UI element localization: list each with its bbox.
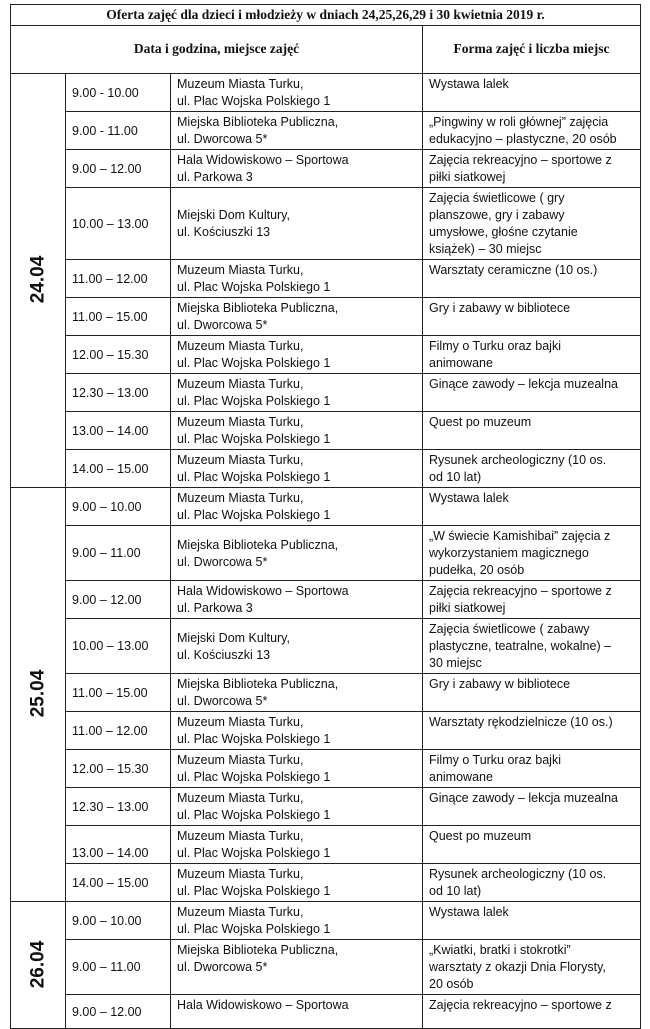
place-line: ul. Kościuszki 13 [177, 225, 271, 239]
time-cell: 9.00 – 12.00 [66, 581, 171, 619]
form-line: Zajęcia rekreacyjno – sportowe z [429, 584, 612, 598]
form-cell [423, 902, 641, 940]
table-row [11, 940, 641, 995]
form-line: Ginące zawody – lekcja muzealna [429, 791, 618, 805]
time-cell: 9.00 – 12.00 [66, 150, 171, 188]
table-row [11, 526, 641, 581]
table-row [11, 450, 641, 488]
place-line: ul. Plac Wojska Polskiego 1 [177, 884, 331, 898]
form-line: Gry i zabawy w bibliotece [429, 677, 571, 691]
place-line: ul. Plac Wojska Polskiego 1 [177, 808, 331, 822]
table-row [11, 995, 641, 1029]
form-line: planszowe, gry i zabawy [429, 208, 565, 222]
place-cell [171, 188, 423, 260]
place-line: ul. Plac Wojska Polskiego 1 [177, 508, 331, 522]
form-line: Zajęcia rekreacyjno – sportowe z [429, 153, 612, 167]
form-cell [423, 788, 641, 826]
form-cell [423, 412, 641, 450]
place-cell [171, 488, 423, 526]
table-row [11, 74, 641, 112]
form-line: warsztaty z okazji Dnia Florysty, [429, 960, 606, 974]
place-cell [171, 750, 423, 788]
time-cell: 9.00 - 10.00 [66, 74, 171, 112]
place-line: Muzeum Miasta Turku, [177, 829, 304, 843]
place-cell [171, 412, 423, 450]
form-line: animowane [429, 770, 493, 784]
place-line: Miejska Biblioteka Publiczna, [177, 943, 339, 957]
header-date-place: Data i godzina, miejsce zajęć [11, 26, 423, 74]
form-line: umysłowe, głośne czytanie [429, 225, 578, 239]
form-line: Zajęcia rekreacyjno – sportowe z [429, 998, 612, 1012]
place-line: Miejska Biblioteka Publiczna, [177, 301, 339, 315]
table-row [11, 188, 641, 260]
time-cell: 9.00 – 11.00 [66, 526, 171, 581]
time-cell: 9.00 – 10.00 [66, 488, 171, 526]
place-line: ul. Plac Wojska Polskiego 1 [177, 922, 331, 936]
form-line: Zajęcia świetlicowe ( gry [429, 191, 565, 205]
place-line: ul. Plac Wojska Polskiego 1 [177, 770, 331, 784]
time-cell: 11.00 – 15.00 [66, 674, 171, 712]
place-line: Muzeum Miasta Turku, [177, 339, 304, 353]
schedule-sheet [10, 4, 640, 1019]
form-line: pudełka, 20 osób [429, 563, 525, 577]
place-cell [171, 336, 423, 374]
form-cell [423, 826, 641, 864]
form-cell [423, 298, 641, 336]
table-row [11, 750, 641, 788]
place-line: Muzeum Miasta Turku, [177, 377, 304, 391]
place-cell [171, 940, 423, 995]
table-row [11, 298, 641, 336]
place-line: ul. Dworcowa 5* [177, 318, 268, 332]
place-line: Hala Widowiskowo – Sportowa [177, 998, 349, 1012]
form-cell [423, 674, 641, 712]
form-cell [423, 450, 641, 488]
form-cell [423, 112, 641, 150]
place-line: ul. Dworcowa 5* [177, 132, 268, 146]
place-line: Miejska Biblioteka Publiczna, [177, 677, 339, 691]
place-line: Muzeum Miasta Turku, [177, 77, 304, 91]
place-line: ul. Plac Wojska Polskiego 1 [177, 356, 331, 370]
place-line: Muzeum Miasta Turku, [177, 491, 304, 505]
form-line: „Kwiatki, bratki i stokrotki” [429, 943, 571, 957]
form-cell [423, 940, 641, 995]
place-line: ul. Plac Wojska Polskiego 1 [177, 432, 331, 446]
place-line: Muzeum Miasta Turku, [177, 715, 304, 729]
time-cell: 9.00 – 12.00 [66, 995, 171, 1029]
time-cell: 9.00 – 11.00 [66, 940, 171, 995]
form-line: edukacyjno – plastyczne, 20 osób [429, 132, 617, 146]
form-cell [423, 488, 641, 526]
place-line: Hala Widowiskowo – Sportowa [177, 584, 349, 598]
form-line: Quest po muzeum [429, 415, 532, 429]
form-line: Wystawa lalek [429, 77, 509, 91]
place-line: Muzeum Miasta Turku, [177, 791, 304, 805]
place-line: Miejska Biblioteka Publiczna, [177, 115, 339, 129]
header-form: Forma zajęć i liczba miejsc [423, 26, 641, 74]
time-cell: 13.00 – 14.00 [66, 412, 171, 450]
place-line: ul. Parkowa 3 [177, 601, 253, 615]
form-line: Gry i zabawy w bibliotece [429, 301, 571, 315]
form-line: Quest po muzeum [429, 829, 532, 843]
table-row [11, 788, 641, 826]
form-line: 30 miejsc [429, 656, 482, 670]
place-line: Miejski Dom Kultury, [177, 630, 290, 645]
place-line: ul. Dworcowa 5* [177, 694, 268, 708]
place-line: ul. Plac Wojska Polskiego 1 [177, 470, 331, 484]
form-cell [423, 188, 641, 260]
form-line: od 10 lat) [429, 884, 482, 898]
place-line: Muzeum Miasta Turku, [177, 753, 304, 767]
table-row [11, 150, 641, 188]
form-line: Wystawa lalek [429, 905, 509, 919]
place-cell [171, 260, 423, 298]
table-row [11, 488, 641, 526]
form-line: „W świecie Kamishibai” zajęcia z [429, 529, 611, 543]
form-cell [423, 864, 641, 902]
time-cell: 12.30 – 13.00 [66, 374, 171, 412]
table-row [11, 412, 641, 450]
place-line: Muzeum Miasta Turku, [177, 263, 304, 277]
time-cell: 12.00 – 15.30 [66, 336, 171, 374]
time-cell: 10.00 – 13.00 [66, 188, 171, 260]
place-cell [171, 581, 423, 619]
place-line: Muzeum Miasta Turku, [177, 415, 304, 429]
place-cell [171, 788, 423, 826]
form-line: plastyczne, teatralne, wokalne) – [429, 639, 612, 653]
form-cell [423, 581, 641, 619]
form-cell [423, 336, 641, 374]
form-line: Zajęcia świetlicowe ( zabawy [429, 622, 590, 636]
form-line: Ginące zawody – lekcja muzealna [429, 377, 618, 391]
form-cell [423, 526, 641, 581]
place-cell [171, 619, 423, 674]
date-label: 24.04 [27, 255, 49, 304]
form-cell [423, 995, 641, 1029]
table-row [11, 902, 641, 940]
form-line: Warsztaty ceramiczne (10 os.) [429, 263, 598, 277]
time-cell: 11.00 – 12.00 [66, 260, 171, 298]
form-line: animowane [429, 356, 493, 370]
form-cell [423, 750, 641, 788]
table-row [11, 581, 641, 619]
time-cell: 11.00 – 12.00 [66, 712, 171, 750]
time-cell: 11.00 – 15.00 [66, 298, 171, 336]
place-line: Muzeum Miasta Turku, [177, 905, 304, 919]
form-cell [423, 74, 641, 112]
place-line: Miejski Dom Kultury, [177, 208, 290, 222]
place-line: ul. Kościuszki 13 [177, 647, 271, 662]
place-cell [171, 674, 423, 712]
table-row [11, 864, 641, 902]
form-line: książek) – 30 miejsc [429, 242, 542, 256]
time-cell: 12.00 – 15.30 [66, 750, 171, 788]
place-cell [171, 374, 423, 412]
time-cell: 10.00 – 13.00 [66, 619, 171, 674]
place-line: ul. Dworcowa 5* [177, 554, 268, 569]
time-cell: 13.00 – 14.00 [66, 826, 171, 864]
form-cell [423, 712, 641, 750]
date-label: 26.04 [27, 940, 49, 988]
schedule-table [10, 4, 641, 1029]
table-row [11, 712, 641, 750]
place-line: ul. Plac Wojska Polskiego 1 [177, 846, 331, 860]
place-line: ul. Plac Wojska Polskiego 1 [177, 94, 331, 108]
document-title: Oferta zajęć dla dzieci i młodzieży w dniach 24,25,26,29 i 30 kwietnia 2019 r. [11, 5, 641, 26]
form-line: „Pingwiny w roli głównej” zajęcia [429, 115, 609, 129]
form-line: Wystawa lalek [429, 491, 509, 505]
date-label: 25.04 [27, 669, 49, 718]
place-line: Hala Widowiskowo – Sportowa [177, 153, 349, 167]
form-line: Warsztaty rękodzielnicze (10 os.) [429, 715, 613, 729]
table-row [11, 826, 641, 864]
table-row [11, 260, 641, 298]
place-line: Miejska Biblioteka Publiczna, [177, 537, 339, 552]
time-cell: 14.00 – 15.00 [66, 450, 171, 488]
form-line: Filmy o Turku oraz bajki [429, 339, 561, 353]
time-cell: 9.00 - 11.00 [66, 112, 171, 150]
date-cell [11, 488, 66, 902]
time-cell: 12.30 – 13.00 [66, 788, 171, 826]
place-cell [171, 526, 423, 581]
place-cell [171, 995, 423, 1029]
form-line: od 10 lat) [429, 470, 482, 484]
place-line: ul. Plac Wojska Polskiego 1 [177, 394, 331, 408]
table-row [11, 336, 641, 374]
form-line: piłki siatkowej [429, 601, 506, 615]
place-cell [171, 450, 423, 488]
form-cell [423, 260, 641, 298]
form-cell [423, 619, 641, 674]
place-cell [171, 74, 423, 112]
place-line: Muzeum Miasta Turku, [177, 867, 304, 881]
form-cell [423, 150, 641, 188]
time-cell: 14.00 – 15.00 [66, 864, 171, 902]
place-line: ul. Plac Wojska Polskiego 1 [177, 280, 331, 294]
place-cell [171, 902, 423, 940]
form-line: Rysunek archeologiczny (10 os. [429, 453, 607, 467]
place-line: ul. Plac Wojska Polskiego 1 [177, 732, 331, 746]
form-line: 20 osób [429, 977, 474, 991]
place-line: ul. Parkowa 3 [177, 170, 253, 184]
time-cell: 9.00 – 10.00 [66, 902, 171, 940]
date-cell [11, 902, 66, 1029]
table-row [11, 619, 641, 674]
place-cell [171, 298, 423, 336]
place-cell [171, 826, 423, 864]
place-cell [171, 712, 423, 750]
place-cell [171, 112, 423, 150]
place-cell [171, 150, 423, 188]
form-cell [423, 374, 641, 412]
place-line: ul. Dworcowa 5* [177, 960, 268, 974]
table-row [11, 374, 641, 412]
table-row [11, 674, 641, 712]
date-cell [11, 74, 66, 488]
form-line: Rysunek archeologiczny (10 os. [429, 867, 607, 881]
form-line: piłki siatkowej [429, 170, 506, 184]
place-line: Muzeum Miasta Turku, [177, 453, 304, 467]
form-line: wykorzystaniem magicznego [429, 546, 589, 560]
form-line: Filmy o Turku oraz bajki [429, 753, 561, 767]
table-row [11, 112, 641, 150]
place-cell [171, 864, 423, 902]
